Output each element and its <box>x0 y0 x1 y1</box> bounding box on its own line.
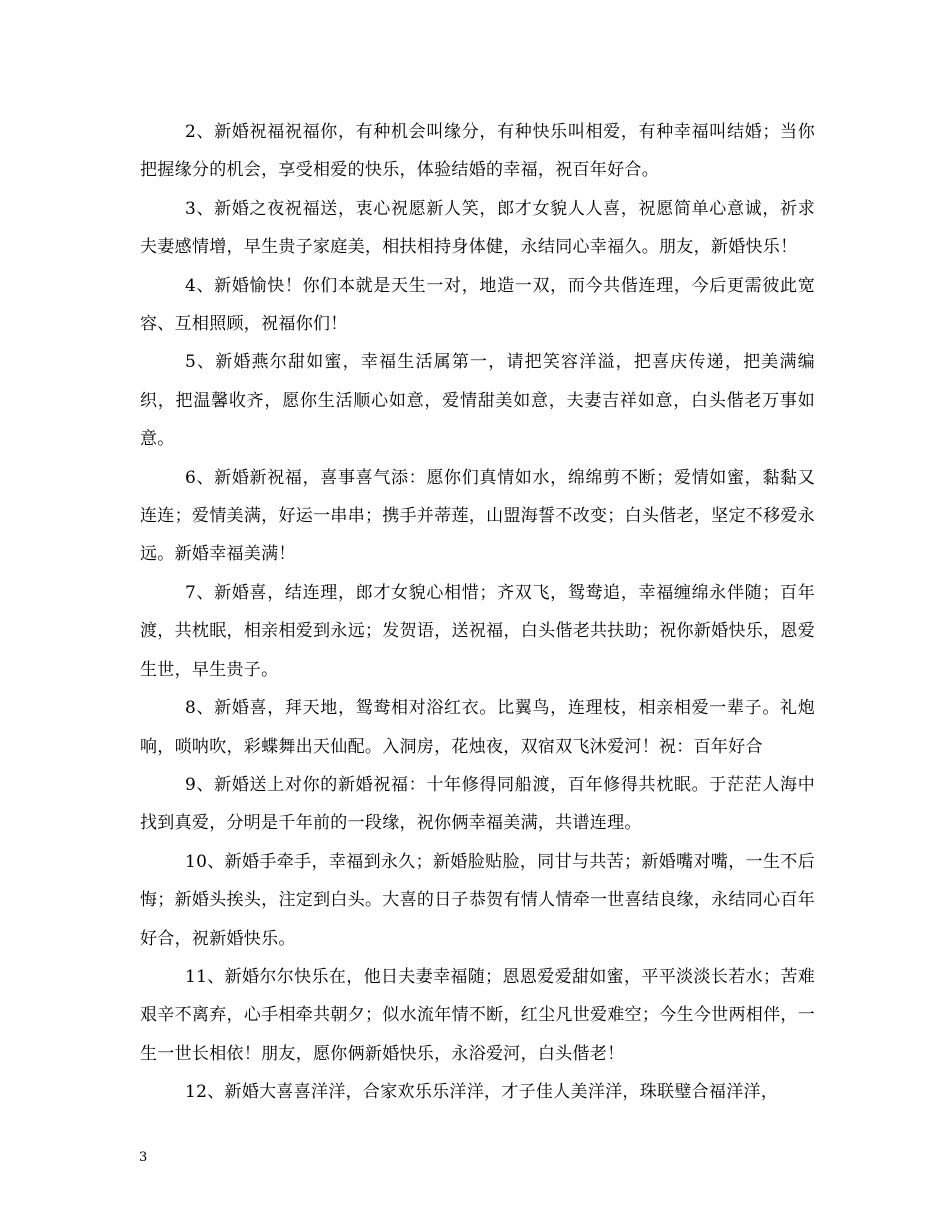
paragraph-9: 9、新婚送上对你的新婚祝福：十年修得同船渡，百年修得共枕眠。于茫茫人海中找到真爱，分明是千年前的一段缘，祝你俩幸福美满，共谱连理。 <box>140 774 815 834</box>
paragraph-4: 4、新婚愉快！你们本就是天生一对，地造一双，而今共偕连理，今后更需彼此宽容、互相照顾，祝福你们！ <box>140 275 815 335</box>
paragraph-5: 5、新婚燕尔甜如蜜，幸福生活属第一，请把笑容洋溢，把喜庆传递，把美满编织，把温馨收齐，愿你生活顺心如意，爱情甜美如意，夫妻吉祥如意，白头偕老万事如意。 <box>140 352 815 450</box>
paragraph-6: 6、新婚新祝福，喜事喜气添：愿你们真情如水，绵绵剪不断；爱情如蜜，黏黏又连连；爱情美满，好运一串串；携手并蒂莲，山盟海誓不改变；白头偕老，坚定不移爱永远。新婚幸福美满！ <box>140 467 815 565</box>
paragraph-8: 8、新婚喜，拜天地，鸳鸯相对浴红衣。比翼鸟，连理枝，相亲相爱一辈子。礼炮响，唢呐吹，彩蝶舞出天仙配。入洞房，花烛夜，双宿双飞沐爱河！祝：百年好合 <box>140 698 815 757</box>
paragraph-11: 11、新婚尔尔快乐在，他日夫妻幸福随；恩恩爱爱甜如蜜，平平淡淡长若水；苦难艰辛不离弃，心手相牵共朝夕；似水流年情不断，红尘凡世爱难空；今生今世两相伴，一生一世长相依！朋友，愿你俩新婚快乐，永浴爱河，白头偕老！ <box>140 966 815 1064</box>
paragraph-10: 10、新婚手牵手，幸福到永久；新婚脸贴脸，同甘与共苦；新婚嘴对嘴，一生不后悔；新婚头挨头，注定到白头。大喜的日子恭贺有情人情牵一世喜结良缘，永结同心百年好合，祝新婚快乐。 <box>140 851 815 949</box>
paragraph-12: 12、新婚大喜喜洋洋，合家欢乐乐洋洋，才子佳人美洋洋，珠联璧合福洋洋， <box>185 1082 779 1103</box>
paragraph-3: 3、新婚之夜祝福送，衷心祝愿新人笑，郎才女貌人人喜，祝愿简单心意诚，祈求夫妻感情增，早生贵子家庭美，相扶相持身体健，永结同心幸福久。朋友，新婚快乐！ <box>140 198 815 258</box>
document-body <box>140 113 815 1112</box>
paragraph-2: 2、新婚祝福祝福你，有种机会叫缘分，有种快乐叫相爱，有种幸福叫结婚；当你把握缘分的机会，享受相爱的快乐，体验结婚的幸福，祝百年好合。 <box>140 122 815 181</box>
paragraph-7: 7、新婚喜，结连理，郎才女貌心相惜；齐双飞，鸳鸯追，幸福缠绵永伴随；百年渡，共枕眠，相亲相爱到永远；发贺语，送祝福，白头偕老共扶助；祝你新婚快乐，恩爱生世，早生贵子。 <box>140 582 815 680</box>
page-number: 3 <box>139 1150 148 1165</box>
